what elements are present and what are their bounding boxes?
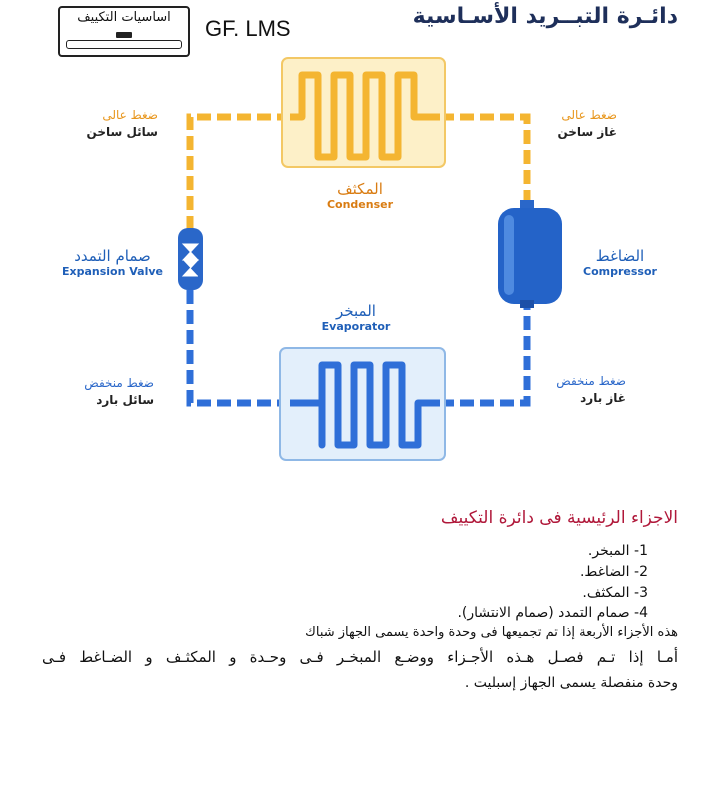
compressor-icon <box>498 200 562 308</box>
label-top-right <box>557 107 617 141</box>
state-label: غاز بارد <box>580 391 626 405</box>
evaporator-ar: المبخر <box>336 302 376 320</box>
parts-item: 1- المبخر. <box>587 543 648 559</box>
state-label: سائل ساخن <box>86 125 158 139</box>
condenser-label <box>300 180 420 211</box>
label-bottom-left <box>84 375 154 409</box>
paragraph-split: أمـا إذا تـم فصـل هـذه الأجـزاء ووضـع المبخـر فـى وحـدة و المكثـف و الضـاغط فـى <box>42 648 678 666</box>
expansion-valve-en: Expansion Valve <box>61 265 163 278</box>
compressor-en: Compressor <box>583 265 657 278</box>
condenser-ar: المكثف <box>337 180 383 198</box>
label-bottom-right <box>556 373 626 407</box>
paragraph-window: هذه الأجزاء الأربعة إذا تم تجميعها فى وحدة واحدة يسمى الجهاز شباك <box>305 625 678 640</box>
pressure-label: ضغط عالى <box>561 108 617 122</box>
pressure-label: ضغط عالى <box>102 108 158 122</box>
expansion-valve-ar: صمام التمدد <box>74 247 151 265</box>
condenser-en: Condenser <box>326 198 394 211</box>
evaporator-en: Evaporator <box>321 320 391 333</box>
expansion-valve-icon <box>178 228 203 290</box>
expansion-valve-label <box>55 247 170 278</box>
compressor-ar: الضاغط <box>595 247 645 265</box>
parts-item: 2- الضاغط. <box>579 564 648 580</box>
compressor-label <box>570 247 670 278</box>
state-label: غاز ساخن <box>557 125 617 139</box>
parts-item: 3- المكثف. <box>582 585 648 601</box>
paragraph-split-end: وحدة منفصلة يسمى الجهاز إسبليت . <box>464 675 678 691</box>
page-title: دائـرة التبــريد الأسـاسية <box>412 4 678 29</box>
state-label: سائل بارد <box>96 393 154 407</box>
evaporator-label <box>296 302 416 333</box>
parts-title: الاجزاء الرئيسية فى دائرة التكييف <box>440 508 678 528</box>
pressure-label: ضغط منخفض <box>556 374 626 388</box>
label-top-left <box>87 107 158 141</box>
parts-item: 4- صمام التمدد (صمام الانتشار). <box>457 605 648 621</box>
logo-text: اساسيات التكييف <box>77 10 171 25</box>
brand: GF. LMS <box>205 16 291 41</box>
pressure-label: ضغط منخفض <box>84 376 154 390</box>
